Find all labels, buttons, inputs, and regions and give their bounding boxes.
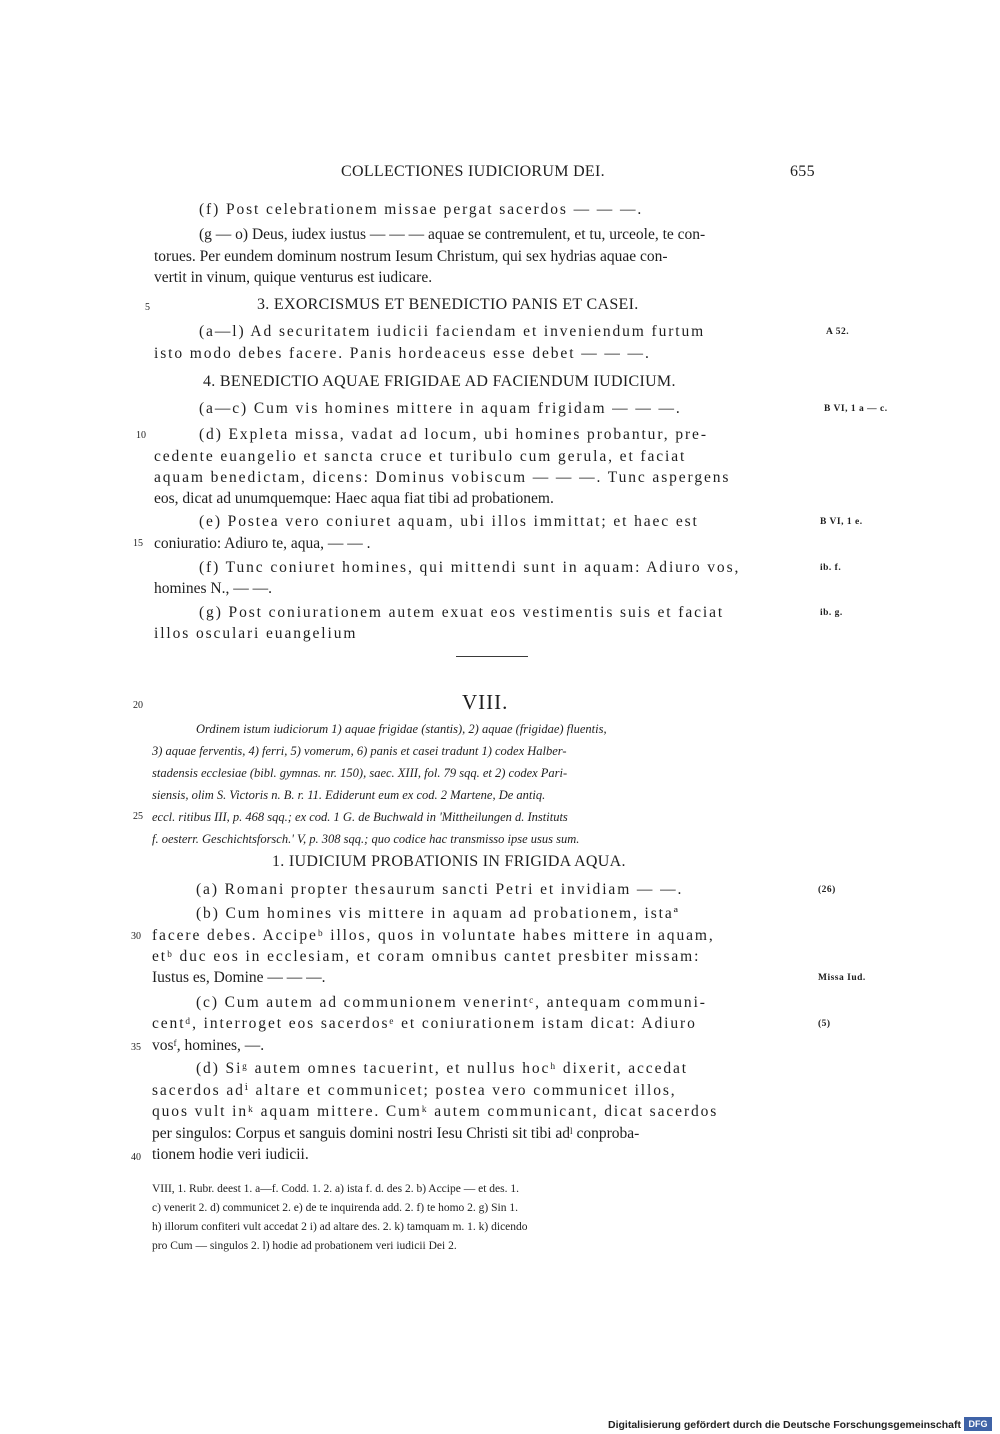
section-title: 4. BENEDICTIO AQUAE FRIGIDAE AD FACIENDUM IUDICIUM. <box>203 373 676 390</box>
intro-line: stadensis ecclesiae (bibl. gymnas. nr. 150), saec. XIII, fol. 79 sqq. et 2) codex Pari- <box>152 766 568 780</box>
section8-c-line: (c) Cum autem ad communionem venerintᶜ, antequam communi- <box>196 994 707 1011</box>
line-number: 15 <box>133 538 143 549</box>
section4-e-line: (e) Postea vero coniuret aquam, ubi illos immittat; et haec est <box>199 513 699 530</box>
margin-note: (26) <box>818 885 836 895</box>
margin-note: Missa Iud. <box>818 973 866 983</box>
intro-line: Ordinem istum iudiciorum 1) aquae frigidae (stantis), 2) aquae (frigidae) fluentis, <box>196 722 607 736</box>
section4-d-line: eos, dicat ad unumquemque: Haec aqua fiat tibi ad probationem. <box>154 490 554 507</box>
section4-g-line: illos osculari euangelium <box>154 625 358 642</box>
intro-line: siensis, olim S. Victoris n. B. r. 11. Ediderunt eum ex cod. 2 Martene, De antiq. <box>152 788 546 802</box>
intro-line: eccl. ritibus III, p. 468 sqq.; ex cod. 1 G. de Buchwald in 'Mittheilungen d. Instituts <box>152 810 568 824</box>
section4-d-line: (d) Expleta missa, vadat ad locum, ubi homines probantur, pre- <box>199 426 708 443</box>
section4-d-line: cedente euangelio et sancta cruce et turibulo cum gerula, et faciat <box>154 448 687 465</box>
section4-d-line: aquam benedictam, dicens: Dominus vobiscum — — —. Tunc aspergens <box>154 469 731 486</box>
section8-b-line: Iustus es, Domine — — —. <box>152 969 326 986</box>
section-divider <box>456 656 528 657</box>
line-number: 10 <box>136 430 146 441</box>
footnote-line: VIII, 1. Rubr. deest 1. a—f. Codd. 1. 2. a) ista f. d. des 2. b) Accipe — et des. 1. <box>152 1183 519 1195</box>
page-number: 655 <box>790 163 815 180</box>
section4-f-line: (f) Tunc coniuret homines, qui mittendi sunt in aquam: Adiuro vos, <box>199 559 741 576</box>
margin-note: ib. f. <box>820 563 842 573</box>
intro-line: 3) aquae ferventis, 4) ferri, 5) vomerum, 6) panis et casei tradunt 1) codex Halber- <box>152 744 567 758</box>
dfg-logo: DFG <box>964 1417 992 1431</box>
footnote-line: c) venerit 2. d) communicet 2. e) de te inquirenda add. 2. f) te homo 2. g) Sin 1. <box>152 1202 518 1214</box>
section8-d-line: tionem hodie veri iudicii. <box>152 1146 309 1163</box>
margin-note: A 52. <box>826 327 850 337</box>
line-number: 35 <box>131 1042 141 1053</box>
paragraph-g-line: vertit in vinum, quique venturus est iudicare. <box>154 269 433 286</box>
section-title: 1. IUDICIUM PROBATIONIS IN FRIGIDA AQUA. <box>272 853 626 870</box>
footnote-line: h) illorum confiteri vult accedat 2 i) ad altare des. 2. k) tamquam m. 1. k) dicendo <box>152 1221 528 1233</box>
paragraph-g-line: (g — o) Deus, iudex iustus — — — aquae se contremulent, et tu, urceole, te con- <box>199 226 706 243</box>
section8-d-line: quos vult inᵏ aquam mittere. Cumᵏ autem communicant, dicat sacerdos <box>152 1103 719 1120</box>
margin-note: B VI, 1 a — c. <box>824 404 888 414</box>
line-number: 40 <box>131 1152 141 1163</box>
digitization-credit: Digitalisierung gefördert durch die Deutsche Forschungsgemeinschaft <box>608 1419 961 1431</box>
section-title: 3. EXORCISMUS ET BENEDICTIO PANIS ET CASEI. <box>257 296 639 313</box>
section3-line: isto modo debes facere. Panis hordeaceus esse debet — — —. <box>154 345 651 362</box>
chapter-numeral: VIII. <box>462 690 509 714</box>
section4-f-line: homines N., — —. <box>154 580 272 597</box>
section8-c-line: centᵈ, interroget eos sacerdosᵉ et coniurationem istam dicat: Adiuro <box>152 1015 697 1032</box>
line-number: 5 <box>145 302 150 313</box>
running-title: COLLECTIONES IUDICIORUM DEI. <box>341 163 605 180</box>
footnote-line: pro Cum — singulos 2. l) hodie ad probationem veri iudicii Dei 2. <box>152 1240 457 1252</box>
section8-d-line: (d) Siᵍ autem omnes tacuerint, et nullus hocʰ dixerit, accedat <box>196 1060 689 1077</box>
margin-note: (5) <box>818 1019 831 1029</box>
section4-e-line: coniuratio: Adiuro te, aqua, — — . <box>154 535 371 552</box>
section8-c-line: vosᶠ, homines, —. <box>152 1037 265 1054</box>
section8-a: (a) Romani propter thesaurum sancti Petri et invidiam — —. <box>196 881 684 898</box>
section4-ac: (a—c) Cum vis homines mittere in aquam frigidam — — —. <box>199 400 682 417</box>
section8-b-line: (b) Cum homines vis mittere in aquam ad probationem, istaª <box>196 905 680 922</box>
section8-d-line: per singulos: Corpus et sanguis domini nostri Iesu Christi sit tibi adˡ conproba- <box>152 1125 640 1142</box>
section8-b-line: facere debes. Accipeᵇ illos, quos in voluntate habes mittere in aquam, <box>152 927 715 944</box>
paragraph-f: (f) Post celebrationem missae pergat sacerdos — — —. <box>199 201 644 218</box>
section8-d-line: sacerdos adⁱ altare et communicet; postea vero communicet illos, <box>152 1082 677 1099</box>
line-number: 30 <box>131 931 141 942</box>
margin-note: B VI, 1 e. <box>820 517 863 527</box>
section8-b-line: etᵇ duc eos in ecclesiam, et coram omnibus cantet presbiter missam: <box>152 948 701 965</box>
section4-g-line: (g) Post coniurationem autem exuat eos vestimentis suis et faciat <box>199 604 725 621</box>
line-number: 20 <box>133 700 143 711</box>
margin-note: ib. g. <box>820 608 843 618</box>
intro-line: f. oesterr. Geschichtsforsch.' V, p. 308 sqq.; quo codice hac transmisso ipse usus sum. <box>152 832 580 846</box>
line-number: 25 <box>133 811 143 822</box>
paragraph-g-line: torues. Per eundem dominum nostrum Iesum Christum, qui sex hydrias aquae con- <box>154 248 668 265</box>
section3-line: (a—l) Ad securitatem iudicii faciendam et inveniendum furtum <box>199 323 706 340</box>
